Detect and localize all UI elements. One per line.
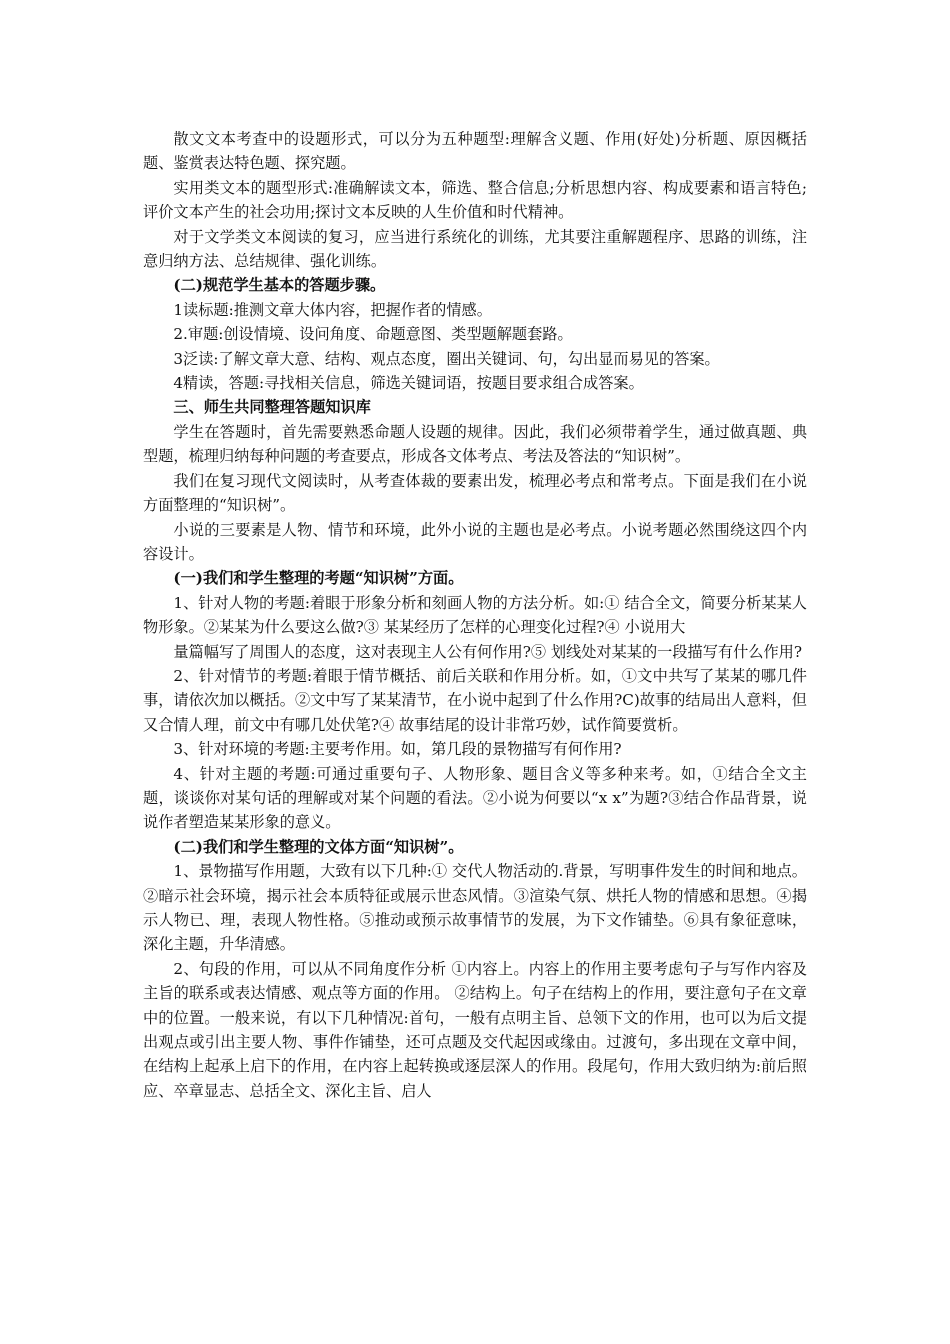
paragraph-modern-reading-review: 我们在复习现代文阅读时，从考查体裁的要素出发，梳理必考点和常考点。下面是我们在小说方面整理的“知识树”。 [143, 471, 807, 515]
paragraph-sentence-function: 2、句段的作用，可以从不同角度作分析 ①内容上。内容上的作用主要考虑句子与写作内容及主旨的联系或表达情感、观点等方面的作用。 ②结构上。句子在结构上的作用，要注意句子在文章中的位置。一般来说，有以下几种情况:首句，一般有点明主旨、总领下文的作用，也可以为后文提出观点或引出主要人物、事件作铺垫，还可点题及交代起因或缘由。过渡句，多出现在文章中间，在结构上起承上启下的作用，在内容上起转换或逐层深人的作用。段尾句，作用大致归纳为:前后照应、卒章显志、总括全文、深化主旨、启人 [143, 959, 807, 1100]
section-heading-question-tree: (一)我们和学生整理的考题“知识树”方面。 [173, 569, 464, 588]
paragraph-question-patterns: 学生在答题时，首先需要熟悉命题人设题的规律。因此，我们必须带着学生，通过做真题、典型题，梳理归纳每种问题的考查要点，形成各文体考点、考法及答法的“知识树”。 [143, 422, 807, 466]
paragraph-literary-review: 对于文学类文本阅读的复习，应当进行系统化的训练，尤其要注重解题程序、思路的训练，注意归纳方法、总结规律、强化训练。 [143, 227, 807, 271]
step-close-read: 4精读，答题:寻找相关信息，筛选关键词语，按题目要求组合成答案。 [173, 374, 644, 393]
step-read-title: 1读标题:推测文章大体内容，把握作者的情感。 [173, 300, 492, 319]
paragraph-scenery-function: 1、景物描写作用题，大致有以下几种:① 交代人物活动的.背景，写明事件发生的时间和地点。②暗示社会环境，揭示社会本质特征或展示世态风情。③渲染气氛、烘托人物的情感和思想。④揭示人物已、理，表现人物性格。⑤推动或预示故事情节的发展，为下文作铺垫。⑥具有象征意味，深化主题，升华清感。 [143, 862, 807, 954]
document-page [143, 127, 807, 1103]
paragraph-essay-question-types: 散文文本考查中的设题形式，可以分为五种题型:理解含义题、作用(好处)分析题、原因概括题、鉴赏表达特色题、探究题。 [143, 130, 807, 173]
paragraph-plot-questions: 2、针对情节的考题:着眼于情节概括、前后关联和作用分析。如，①文中共写了某某的哪几件事，请依次加以概括。②文中写了某某清节，在小说中起到了什么作用?C)故事的结局出人意料，但又合情人理，前文中有哪几处伏笔?④ 故事结尾的设计非常巧妙，试作简要赏析。 [143, 666, 807, 734]
section-heading-knowledge-base: 三、师生共同整理答题知识库 [173, 398, 371, 417]
paragraph-character-questions: 1、针对人物的考题:着眼于形象分析和刻画人物的方法分析。如:① 结合全文，简要分析某某人物形象。②某某为什么要这么做?③ 某某经历了怎样的心理变化过程?④ 小说用大 [143, 593, 807, 637]
step-skim-read: 3泛读:了解文章大意、结构、观点态度，圈出关键词、句，勾出显而易见的答案。 [173, 349, 720, 368]
paragraph-setting-questions: 3、针对环境的考题:主要考作用。如，第几段的景物描写有何作用? [173, 740, 622, 759]
paragraph-practical-text-types: 实用类文本的题型形式:准确解读文本，筛选、整合信息;分析思想内容、构成要素和语言特色;评价文本产生的社会功用;探讨文本反映的人生价值和时代精神。 [143, 178, 807, 222]
paragraph-character-questions-cont: 量篇幅写了周围人的态度，这对表现主人公有何作用?⑤ 划线处对某某的一段描写有什么作用? [173, 642, 803, 661]
section-heading-answer-steps: (二)规范学生基本的答题步骤。 [173, 276, 386, 295]
section-heading-genre-tree: (二)我们和学生整理的文体方面“知识树”。 [173, 837, 464, 856]
paragraph-theme-questions: 4、针对主题的考题:可通过重要句子、人物形象、题目含义等多种来考。如，①结合全文主题，谈谈你对某句话的理解或对某个问题的看法。②小说为何要以“x x”为题?③结合作品背景，说说作者塑造某某形象的意义。 [143, 764, 807, 832]
paragraph-novel-elements: 小说的三要素是人物、情节和环境，此外小说的主题也是必考点。小说考题必然围绕这四个内容设计。 [143, 520, 807, 563]
step-review-question: 2.审题:创设情境、设问角度、命题意图、类型题解题套路。 [173, 325, 573, 344]
